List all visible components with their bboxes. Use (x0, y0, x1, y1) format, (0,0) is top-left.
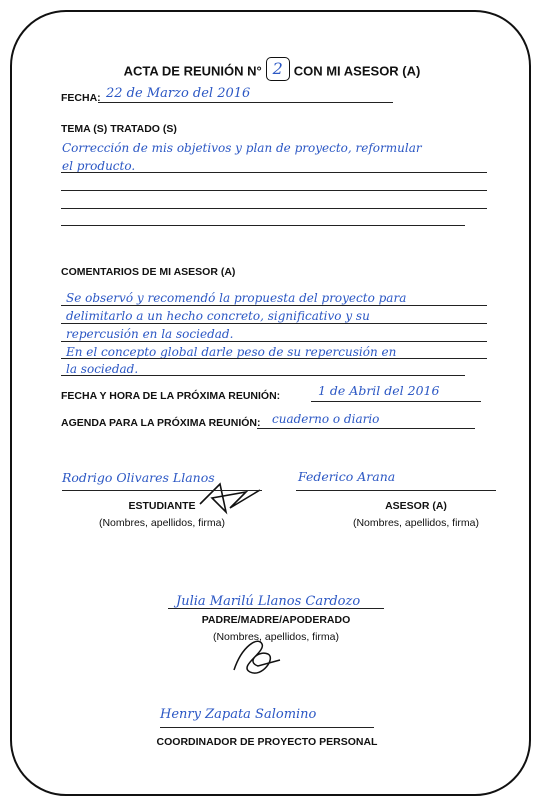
proxima-fecha-value: 1 de Abril del 2016 (318, 383, 440, 398)
coordinador-role: COORDINADOR DE PROYECTO PERSONAL (156, 736, 378, 748)
meeting-number-box (266, 57, 290, 81)
estudiante-signature (190, 478, 270, 518)
proxima-fecha-line (311, 401, 481, 402)
padre-line (168, 608, 384, 609)
comentario-rule-2 (61, 323, 487, 324)
asesor-name: Federico Arana (298, 469, 396, 484)
proxima-fecha-label: FECHA Y HORA DE LA PRÓXIMA REUNIÓN: (61, 390, 281, 402)
coordinador-line (160, 727, 374, 728)
tema-rule-2 (61, 190, 487, 191)
comentario-rule-3 (61, 341, 487, 342)
tema-line-2: el producto. (62, 159, 136, 173)
fecha-value: 22 de Marzo del 2016 (106, 86, 251, 101)
padre-name: Julia Marilú Llanos Cardozo (176, 594, 361, 609)
agenda-value: cuaderno o diario (272, 412, 380, 426)
estudiante-line (62, 490, 262, 491)
comentario-line-5: la sociedad. (66, 362, 139, 376)
comentario-line-1: Se observó y recomendó la propuesta del proyecto para (66, 291, 407, 305)
asesor-role: ASESOR (A) (385, 500, 447, 512)
agenda-label: AGENDA PARA LA PRÓXIMA REUNIÓN: (61, 417, 261, 429)
estudiante-role: ESTUDIANTE (128, 500, 196, 512)
padre-signature (228, 632, 288, 682)
comentario-rule-5 (61, 375, 465, 376)
comentario-line-2: delimitarlo a un hecho concreto, significativo y su (66, 309, 370, 323)
asesor-note: (Nombres, apellidos, firma) (352, 517, 480, 529)
comentario-rule-4 (61, 358, 487, 359)
meeting-number: 2 (272, 59, 283, 78)
comentarios-label: COMENTARIOS DE MI ASESOR (A) (61, 266, 236, 278)
comentario-line-4: En el concepto global darle peso de su repercusión en (66, 345, 397, 359)
document-title (0, 60, 544, 84)
padre-note: (Nombres, apellidos, firma) (212, 631, 340, 643)
coordinador-name: Henry Zapata Salomino (160, 707, 317, 722)
estudiante-name: Rodrigo Olivares Llanos (62, 470, 215, 485)
tema-rule-1 (61, 172, 487, 173)
estudiante-note: (Nombres, apellidos, firma) (98, 517, 226, 529)
agenda-line (257, 428, 475, 429)
tema-rule-3 (61, 208, 487, 209)
tema-line-1: Corrección de mis objetivos y plan de proyecto, reformular (62, 141, 422, 155)
padre-role: PADRE/MADRE/APODERADO (201, 614, 351, 626)
fecha-label: FECHA: (61, 92, 101, 104)
title-suffix: CON MI ASESOR (A) (293, 63, 421, 79)
asesor-line (296, 490, 496, 491)
comentario-rule-1 (61, 305, 487, 306)
tema-rule-4 (61, 225, 465, 226)
comentario-line-3: repercusión en la sociedad. (66, 327, 234, 341)
fecha-line (98, 102, 393, 103)
tema-label: TEMA (S) TRATADO (S) (61, 123, 177, 135)
title-prefix: ACTA DE REUNIÓN N° (123, 63, 262, 79)
